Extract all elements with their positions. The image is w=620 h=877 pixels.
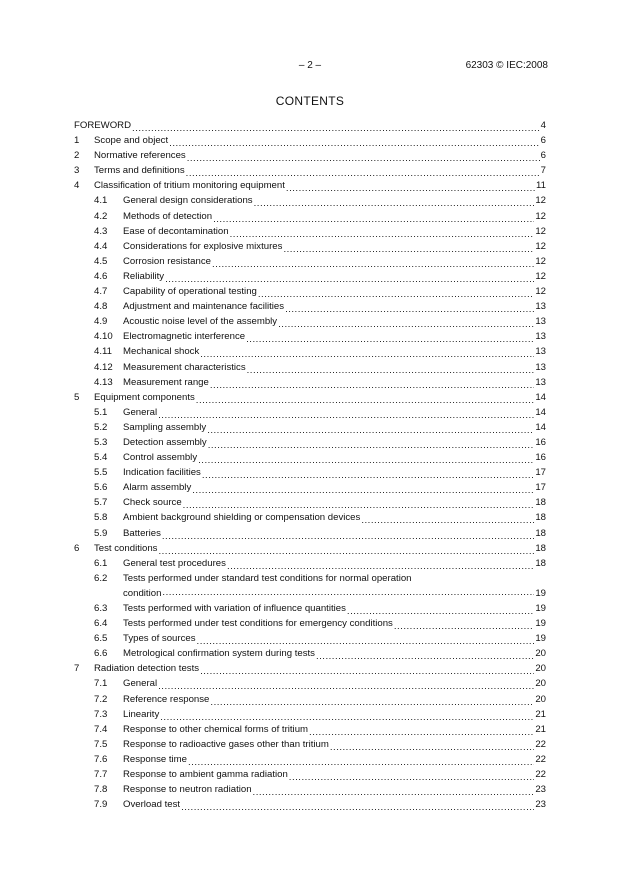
toc-entry-label: General design considerations [123, 195, 253, 207]
toc-entry-number: 4.13 [94, 376, 113, 388]
toc-leader-dots [200, 349, 534, 360]
toc-entry [74, 752, 546, 767]
toc-entry-number: 5.7 [94, 497, 108, 509]
toc-leader-dots [285, 303, 534, 314]
toc-leader-dots [160, 711, 534, 722]
toc-entry-page: 23 [535, 784, 546, 796]
toc-entry-number: 4.5 [94, 255, 108, 267]
toc-entry-label: Test conditions [94, 542, 158, 554]
toc-entry-label: Tests performed with variation of influence quantities [123, 603, 346, 614]
toc-entry [74, 405, 546, 420]
toc-entry-label: Types of sources [123, 633, 196, 645]
toc-entry [74, 571, 546, 601]
toc-entry-label: Check source [123, 497, 182, 509]
toc-entry-number: 4.11 [94, 346, 112, 358]
toc-entry [74, 767, 546, 782]
toc-entry-page: 18 [535, 512, 546, 524]
toc-entry-page: 12 [535, 225, 546, 237]
toc-entry-page: 22 [535, 769, 546, 781]
toc-entry-number: 4.3 [94, 225, 108, 237]
toc-entry [74, 435, 546, 450]
toc-entry-label: FOREWORD [74, 120, 132, 131]
toc-entry-page: 11 [536, 180, 546, 192]
toc-entry [74, 390, 546, 405]
toc-entry [74, 375, 546, 390]
toc-entry [74, 510, 546, 525]
toc-entry-page: 20 [535, 648, 546, 660]
toc-leader-dots [197, 635, 535, 646]
toc-entry-label: Linearity [123, 708, 160, 720]
toc-entry-label-continued: condition [123, 587, 162, 599]
toc-entry [74, 254, 546, 269]
toc-leader-dots [361, 515, 534, 526]
toc-entry-label: Detection assembly [123, 436, 207, 448]
toc-leader-dots [200, 665, 534, 676]
toc-entry-number: 4.6 [94, 270, 108, 282]
toc-entry-page: 21 [535, 708, 546, 720]
toc-leader-dots [181, 801, 534, 812]
toc-entry-label: Considerations for explosive mixtures [123, 240, 283, 252]
toc-entry-number: 6.1 [94, 557, 108, 569]
toc-entry-number: 5.8 [94, 512, 108, 524]
toc-entry-label: Response to neutron radiation [123, 784, 252, 796]
toc-entry-number: 3 [74, 165, 80, 177]
toc-entry-number: 4.1 [94, 195, 108, 207]
toc-leader-dots [330, 741, 534, 752]
toc-entry [74, 782, 546, 797]
toc-entry-page: 18 [535, 527, 546, 539]
toc-entry-number: 2 [74, 150, 80, 162]
toc-leader-dots [162, 530, 534, 541]
toc-entry-page: 13 [535, 376, 546, 388]
toc-entry-page: 23 [535, 799, 546, 811]
toc-entry-label: Response to other chemical forms of tritium [123, 723, 309, 735]
toc-leader-dots [347, 605, 534, 616]
toc-entry-page: 12 [535, 286, 546, 298]
toc-entry-page: 14 [535, 421, 546, 433]
toc-leader-dots [309, 726, 534, 737]
toc-entry-page: 18 [535, 542, 546, 554]
toc-leader-dots [196, 394, 535, 405]
toc-entry [74, 284, 546, 299]
toc-entry-number: 7.5 [94, 738, 108, 750]
toc-leader-dots [253, 786, 535, 797]
toc-entry-number: 1 [74, 135, 80, 147]
toc-entry-number: 4.2 [94, 210, 108, 222]
toc-entry [74, 224, 546, 239]
toc-entry-number: 4.4 [94, 240, 108, 252]
toc-entry [74, 616, 546, 631]
toc-entry-label: Ease of decontamination [123, 225, 229, 237]
toc-entry-number: 6.6 [94, 648, 108, 660]
toc-entry [74, 707, 546, 722]
toc-entry [74, 360, 546, 375]
toc-entry [74, 661, 546, 676]
toc-entry-number: 6.4 [94, 618, 108, 630]
toc-entry-label: Metrological confirmation system during tests [123, 648, 315, 660]
toc-entry [74, 541, 546, 556]
toc-entry-page: 21 [535, 723, 546, 735]
toc-entry-page: 20 [535, 678, 546, 690]
toc-entry-page: 13 [535, 301, 546, 313]
toc-leader-dots [230, 228, 535, 239]
toc-entry-label: Response time [123, 753, 187, 765]
toc-entry-page: 14 [535, 391, 546, 403]
toc-entry [74, 239, 546, 254]
toc-entry-label: General [123, 406, 158, 418]
toc-entry-number: 4.7 [94, 286, 108, 298]
toc-leader-dots [158, 681, 534, 692]
page-title: CONTENTS [275, 94, 345, 108]
toc-entry [74, 450, 546, 465]
toc-entry-number: 5.3 [94, 436, 108, 448]
toc-entry-label: Radiation detection tests [94, 663, 200, 675]
toc-entry-number: 7.3 [94, 708, 108, 720]
toc-entry-number: 7 [74, 663, 80, 675]
toc-entry-page: 13 [535, 361, 546, 373]
toc-entry-page: 12 [535, 240, 546, 252]
toc-entry-number: 7.1 [94, 678, 108, 690]
toc-leader-dots [286, 182, 535, 193]
toc-entry-number: 7.2 [94, 693, 108, 705]
toc-entry-number: 7.9 [94, 799, 108, 811]
toc-leader-dots [316, 650, 534, 661]
toc-entry-page: 17 [535, 467, 546, 479]
toc-entry-page: 12 [535, 255, 546, 267]
toc-entry-label: Measurement characteristics [123, 361, 246, 373]
toc-entry-page: 17 [535, 482, 546, 494]
toc-entry-label: Sampling assembly [123, 421, 207, 433]
toc-entry-number: 4 [74, 180, 80, 192]
toc-entry-number: 5.2 [94, 421, 108, 433]
toc-entry-page: 19 [535, 603, 546, 614]
toc-leader-dots [258, 288, 534, 299]
toc-entry-page: 14 [535, 406, 546, 418]
toc-entry-number: 4.12 [94, 361, 113, 373]
toc-entry-label: Reference response [123, 693, 210, 705]
toc-entry-label: Tests performed under standard test conditions for normal operation [123, 572, 412, 584]
toc-entry-number: 5.9 [94, 527, 108, 539]
toc-entry-page: 16 [535, 452, 546, 464]
toc-entry-page: 20 [535, 663, 546, 675]
toc-entry-number: 5.4 [94, 452, 108, 464]
toc-entry [74, 797, 546, 812]
toc-entry-label: General [123, 678, 158, 690]
toc-entry-number: 4.8 [94, 301, 108, 313]
toc-entry-label: Scope and object [94, 135, 169, 147]
toc-entry-page: 12 [535, 270, 546, 282]
toc-leader-dots [207, 424, 534, 435]
toc-entry-page: 12 [535, 195, 546, 207]
toc-entry [74, 178, 546, 193]
toc-entry-page: 6 [540, 135, 546, 147]
toc-entry-label: Normative references [94, 150, 186, 162]
toc-entry-number: 5.6 [94, 482, 108, 494]
toc-entry [74, 163, 546, 178]
toc-entry-page: 22 [535, 738, 546, 750]
toc-entry [74, 269, 546, 284]
toc-leader-dots [247, 364, 535, 375]
toc-entry [74, 692, 546, 707]
toc-leader-dots [213, 213, 534, 224]
table-of-contents [74, 118, 546, 812]
toc-entry [74, 299, 546, 314]
toc-leader-dots [165, 273, 534, 284]
toc-entry-number: 6.3 [94, 603, 108, 614]
toc-entry-page: 20 [535, 693, 546, 705]
toc-entry-number: 4.10 [94, 331, 113, 343]
toc-entry-page: 13 [535, 316, 546, 328]
toc-entry-number: 7.4 [94, 723, 108, 735]
toc-entry-page: 19 [535, 633, 546, 645]
toc-leader-dots [188, 756, 534, 767]
toc-leader-dots [212, 258, 534, 269]
toc-entry-label: Equipment components [94, 391, 195, 403]
toc-entry-page: 13 [535, 346, 546, 358]
toc-entry-number: 5.5 [94, 467, 108, 479]
toc-entry-label: Mechanical shock [123, 346, 200, 358]
toc-entry-label: Response to ambient gamma radiation [123, 769, 288, 781]
toc-entry [74, 314, 546, 329]
toc-leader-dots [162, 586, 534, 597]
toc-entry-number: 5.1 [94, 406, 108, 418]
toc-entry [74, 631, 546, 646]
toc-leader-dots [198, 454, 534, 465]
toc-entry [74, 526, 546, 541]
toc-entry-label: Electromagnetic interference [123, 331, 246, 343]
toc-entry [74, 722, 546, 737]
toc-leader-dots [187, 152, 540, 163]
toc-entry [74, 495, 546, 510]
toc-entry-label: Adjustment and maintenance facilities [123, 301, 285, 313]
toc-entry-label: Reliability [123, 270, 165, 282]
toc-entry-label: Batteries [123, 527, 161, 539]
toc-entry-label: Control assembly [123, 452, 198, 464]
document-id: 62303 © IEC:2008 [465, 60, 548, 71]
toc-entry-page: 18 [535, 557, 546, 569]
toc-leader-dots [254, 198, 535, 209]
toc-leader-dots [210, 696, 534, 707]
toc-entry [74, 556, 546, 571]
toc-leader-dots [158, 409, 534, 420]
toc-entry-number: 7.8 [94, 784, 108, 796]
toc-entry-label: Corrosion resistance [123, 255, 211, 267]
toc-leader-dots [202, 469, 534, 480]
toc-leader-dots [289, 771, 535, 782]
toc-entry-number: 7.6 [94, 753, 108, 765]
toc-leader-dots [183, 499, 535, 510]
toc-leader-dots [210, 379, 534, 390]
toc-entry-label: Classification of tritium monitoring equipment [94, 180, 285, 192]
toc-entry-label: General test procedures [123, 557, 226, 569]
page-number: – 2 – [298, 60, 322, 71]
toc-entry-number: 6 [74, 542, 80, 554]
toc-leader-dots [278, 318, 534, 329]
toc-entry [74, 329, 546, 344]
toc-leader-dots [283, 243, 534, 254]
toc-entry [74, 465, 546, 480]
toc-leader-dots [158, 545, 534, 556]
toc-leader-dots [186, 167, 540, 178]
toc-leader-dots [208, 439, 535, 450]
toc-entry-label: Tests performed under test conditions for emergency conditions [123, 618, 393, 630]
toc-entry [74, 209, 546, 224]
toc-entry-page: 19 [535, 618, 546, 630]
toc-entry-page: 19 [535, 587, 546, 599]
toc-entry-label: Ambient background shielding or compensation devices [123, 512, 361, 524]
toc-entry-label: Terms and definitions [94, 165, 185, 177]
toc-leader-dots [227, 560, 534, 571]
toc-entry [74, 737, 546, 752]
toc-entry-page: 4 [540, 120, 546, 131]
toc-entry [74, 480, 546, 495]
toc-entry-page: 16 [535, 436, 546, 448]
toc-leader-dots [246, 333, 534, 344]
toc-entry-label: Methods of detection [123, 210, 213, 222]
toc-leader-dots [169, 137, 540, 148]
toc-entry-page: 6 [540, 150, 546, 162]
toc-leader-dots [394, 620, 534, 631]
toc-entry [74, 420, 546, 435]
toc-entry [74, 148, 546, 163]
toc-entry-page: 12 [535, 210, 546, 222]
toc-entry [74, 133, 546, 148]
toc-entry [74, 193, 546, 208]
toc-entry-page: 7 [540, 165, 546, 177]
toc-entry-page: 18 [535, 497, 546, 509]
toc-entry-page: 13 [535, 331, 546, 343]
toc-entry-number: 4.9 [94, 316, 108, 328]
toc-entry-label: Response to radioactive gases other than tritium [123, 738, 329, 750]
toc-entry-label: Indication facilities [123, 467, 201, 479]
toc-leader-dots [132, 122, 540, 133]
toc-entry [74, 646, 546, 661]
toc-entry-number: 6.2 [94, 572, 108, 584]
toc-entry-label: Measurement range [123, 376, 209, 388]
toc-entry-label: Alarm assembly [123, 482, 192, 494]
toc-entry-label: Overload test [123, 799, 181, 811]
toc-entry [74, 118, 546, 133]
toc-entry-number: 7.7 [94, 769, 108, 781]
toc-entry [74, 344, 546, 359]
toc-entry-label: Capability of operational testing [123, 286, 257, 298]
toc-entry-number: 6.5 [94, 633, 108, 645]
toc-leader-dots [192, 484, 534, 495]
toc-entry [74, 601, 546, 616]
toc-entry-page: 22 [535, 753, 546, 765]
toc-entry-number: 5 [74, 391, 80, 403]
toc-entry-label: Acoustic noise level of the assembly [123, 316, 278, 328]
toc-entry [74, 676, 546, 691]
